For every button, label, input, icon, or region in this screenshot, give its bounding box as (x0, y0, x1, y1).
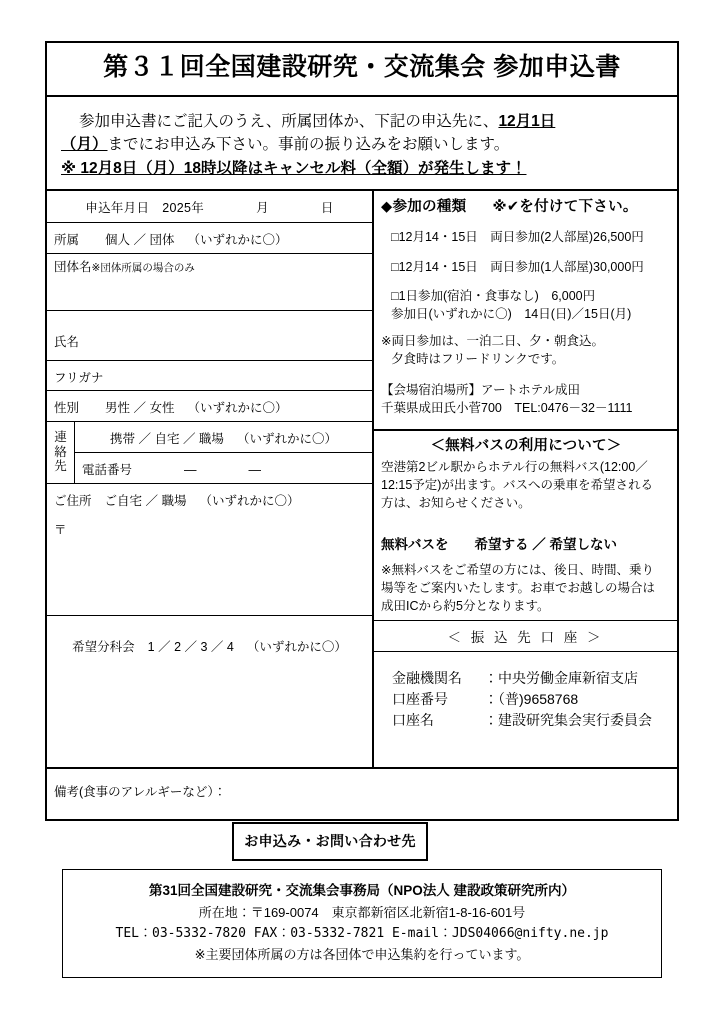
form-left-column (47, 191, 374, 767)
row-remarks[interactable] (47, 769, 677, 819)
title-band (47, 43, 677, 97)
group-name-note: ※団体所属の場合のみ (91, 262, 195, 275)
participation-day-choice[interactable]: 参加日(いずれかに〇) 14日(日)／15日(月) (391, 306, 632, 321)
bank-details (374, 652, 677, 767)
row-address[interactable] (47, 484, 372, 616)
bus-note (374, 557, 677, 620)
notice-line-3 (61, 157, 663, 181)
furigana-label: フリガナ (54, 371, 104, 386)
postal-mark: 〒 (54, 523, 67, 538)
phone-label: 電話番号 (82, 463, 133, 478)
bus-choice-row[interactable] (374, 527, 677, 557)
footer-contact-line: TEL：03-5332-7820 FAX：03-5332-7821 E-mail：JDS04066@nifty.ne.jp (115, 926, 609, 942)
contact-label (47, 422, 75, 483)
subcommittee-instruction: （いずれかに〇） (246, 640, 347, 655)
footer-note: ※主要団体所属の方は各団体で申込集約を行っています。 (194, 947, 530, 963)
address-instruction: （いずれかに〇） (199, 494, 300, 509)
participation-option-3-sub[interactable] (381, 306, 671, 324)
form-body (47, 191, 677, 769)
subcommittee-label: 希望分科会 (72, 640, 135, 655)
checkbox-icon[interactable]: □ (391, 260, 399, 275)
bank-institution-row (392, 668, 677, 689)
application-date-day: 日 (320, 201, 334, 216)
row-subcommittee[interactable] (47, 616, 372, 667)
meal-note-line-2 (381, 351, 671, 369)
gender-options[interactable]: 男性 ／ 女性 (105, 401, 175, 416)
bank-account-name-row (392, 710, 677, 731)
name-label: 氏名 (54, 335, 80, 350)
bank-account-no-value: ：（普)9658768 (484, 691, 579, 708)
row-group-name[interactable] (47, 254, 372, 311)
participation-option-3[interactable] (374, 281, 677, 327)
cancellation-warning: ※ 12月8日（月）18時以降はキャンセル料（全額）が発生します！ (61, 159, 527, 177)
participation-option-3-label: 1日参加(宿泊・食事なし) 6,000円 (398, 289, 596, 304)
notice-block (47, 97, 677, 192)
bank-account-name-label: 口座名 (392, 712, 434, 729)
row-gender[interactable] (47, 391, 372, 422)
bus-note-line-1: ※無料バスをご希望の方には、後日、時間、乗り (381, 563, 654, 578)
application-date-year: 2025年 (162, 201, 205, 216)
affiliation-instruction: （いずれかに〇） (187, 233, 288, 248)
checkbox-icon[interactable]: □ (391, 289, 399, 304)
phone-separator-1: — (184, 463, 197, 478)
bank-institution-label: 金融機関名 (392, 670, 462, 687)
venue-address: 千葉県成田氏小菅700 TEL:0476－32－1111 (381, 401, 633, 416)
participation-option-1-label: 12月14・15日 両日参加(2人部屋)26,500円 (398, 230, 644, 245)
bus-info-line-2: 12:15予定)が出ます。バスへの乗車を希望される (381, 478, 653, 493)
footer-address: 所在地：〒169-0074 東京都新宿区北新宿1-8-16-601号 (198, 904, 526, 920)
row-contact (47, 422, 372, 484)
contact-banner: お申込み・お問い合わせ先 (232, 822, 428, 861)
bus-info-line-1: 空港第2ビル駅からホテル行の無料バス(12:00／ (381, 460, 648, 475)
bus-note-line-3: 成田ICから約5分となります。 (381, 599, 550, 614)
bus-info (374, 431, 677, 527)
form-right-column (374, 191, 677, 767)
participation-option-2[interactable] (374, 251, 677, 281)
application-date-month: 月 (256, 201, 269, 216)
address-options[interactable]: ご自宅 ／ 職場 (104, 494, 187, 509)
row-name[interactable] (47, 311, 372, 361)
notice-line-1 (61, 110, 663, 134)
bus-choice-options[interactable]: 希望する ／ 希望しない (474, 537, 618, 553)
address-label: ご住所 (54, 494, 92, 509)
bus-note-line-2: 場等をご案内いたします。お車でお越しの場合は (381, 581, 656, 596)
contact-type-row[interactable] (75, 422, 372, 453)
bank-account-no-label: 口座番号 (392, 691, 448, 708)
contact-type-options[interactable]: 携帯 ／ 自宅 ／ 職場 (110, 432, 224, 447)
page-title: 第３１回全国建設研究・交流集会 参加申込書 (103, 53, 621, 81)
row-affiliation[interactable] (47, 223, 372, 254)
contact-type-instruction: （いずれかに〇） (236, 432, 337, 447)
venue-info (374, 373, 677, 431)
contact-label-char-2: 絡 (54, 444, 67, 459)
bank-institution-value: ：中央労働金庫新宿支店 (484, 670, 638, 687)
gender-instruction: （いずれかに〇） (187, 401, 288, 416)
contact-label-char-3: 先 (54, 458, 67, 473)
meal-note (374, 327, 677, 373)
gender-label: 性別 (54, 401, 80, 416)
subcommittee-options[interactable]: 1 ／ 2 ／ 3 ／ 4 (147, 640, 234, 655)
footer-contact-box (62, 869, 662, 978)
notice-line-2 (61, 133, 663, 157)
remarks-label: 備考(食事のアレルギーなど）： (54, 785, 227, 800)
bank-account-no-row (392, 689, 677, 710)
row-furigana[interactable] (47, 361, 372, 391)
affiliation-label: 所属 (54, 233, 80, 248)
application-sheet (45, 41, 679, 821)
venue-label: 【会場宿泊場所】アートホテル成田 (381, 383, 581, 398)
bus-info-line-3: 方は、お知らせください。 (381, 496, 531, 511)
bus-info-title: ＜無料バスの利用について＞ (430, 438, 622, 455)
deadline-date: 12月1日 (498, 112, 556, 130)
deadline-weekday: （月） (61, 136, 108, 154)
participation-instruction: ※✔を付けて下さい。 (492, 199, 638, 216)
participation-option-3-main[interactable] (381, 288, 671, 306)
meal-note-line-2-text: 夕食時はフリードリンクです。 (391, 351, 565, 366)
participation-option-2-label: 12月14・15日 両日参加(1人部屋)30,000円 (398, 260, 644, 275)
meal-note-line-1: ※両日参加は、一泊二日、夕・朝食込。 (381, 334, 604, 349)
notice-line-2-text: までにお申込み下さい。事前の振り込みをお願いします。 (107, 136, 510, 154)
participation-heading-row (374, 191, 677, 221)
footer-organization: 第31回全国建設研究・交流集会事務局（NPO法人 建設政策研究所内） (148, 883, 576, 898)
phone-separator-2: — (248, 463, 262, 478)
participation-heading: ◆参加の種類 (381, 199, 467, 216)
affiliation-options[interactable]: 個人 ／ 団体 (105, 233, 175, 248)
bank-section-title: ＜ 振 込 先 口 座 ＞ (374, 620, 677, 652)
phone-row[interactable] (75, 453, 372, 484)
contact-rows (75, 422, 372, 483)
group-name-label: 団体名 (54, 260, 92, 275)
participation-option-1[interactable] (374, 221, 677, 251)
row-application-date[interactable] (47, 191, 372, 223)
bank-account-name-value: ：建設研究集会実行委員会 (484, 712, 652, 729)
notice-line-1-text: 参加申込書にご記入のうえ、所属団体か、下記の申込先に、 (79, 112, 499, 130)
application-date-label: 申込年月日 (85, 201, 150, 216)
bus-choice-label: 無料バスを (381, 537, 449, 553)
contact-label-char-1: 連 (54, 430, 67, 445)
checkbox-icon[interactable]: □ (391, 230, 399, 245)
